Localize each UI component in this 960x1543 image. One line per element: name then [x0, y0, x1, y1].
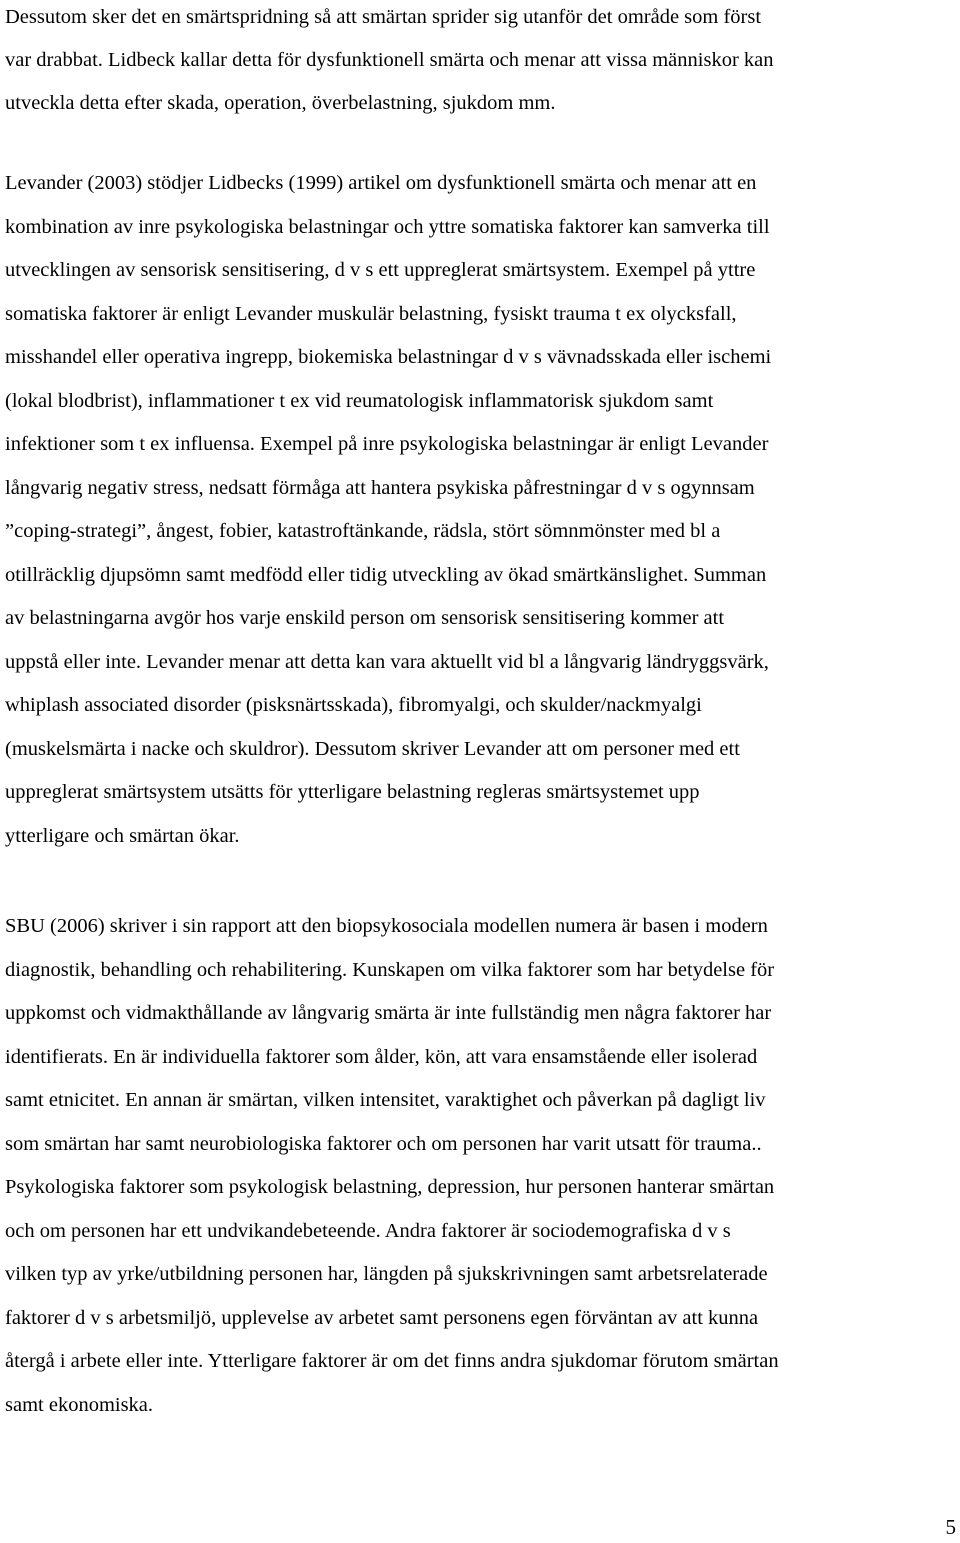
text-line: och om personen har ett undvikandebeteende. Andra faktorer är sociodemografiska d v s	[5, 1219, 731, 1242]
text-line: återgå i arbete eller inte. Ytterligare faktorer är om det finns andra sjukdomar förutom smärtan	[5, 1350, 779, 1372]
paragraph-levander	[5, 162, 960, 858]
text-line: var drabbat. Lidbeck kallar detta för dysfunktionell smärta och menar att vissa människor kan	[5, 49, 774, 71]
text-line: Levander (2003) stödjer Lidbecks (1999) artikel om dysfunktionell smärta och menar att en	[5, 172, 757, 194]
text-line: utveckla detta efter skada, operation, överbelastning, sjukdom mm.	[5, 92, 556, 114]
text-line: otillräcklig djupsömn samt medfödd eller tidig utveckling av ökad smärtkänslighet. Summan	[5, 563, 767, 586]
text-line: Dessutom sker det en smärtspridning så att smärtan sprider sig utanför det område som först	[5, 6, 762, 28]
text-line: som smärtan har samt neurobiologiska faktorer och om personen har varit utsatt för trauma..	[5, 1132, 762, 1155]
text-line: ytterligare och smärtan ökar.	[5, 824, 240, 847]
text-line: identifierats. En är individuella faktorer som ålder, kön, att vara ensamstående eller isolerad	[5, 1045, 758, 1068]
paragraph-sbu	[5, 905, 960, 1427]
text-line: vilken typ av yrke/utbildning personen har, längden på sjukskrivningen samt arbetsrelaterade	[5, 1263, 768, 1285]
page-number: 5	[945, 1515, 956, 1539]
text-line: (muskelsmärta i nacke och skuldror). Dessutom skriver Levander att om personer med ett	[5, 737, 740, 760]
text-line: SBU (2006) skriver i sin rapport att den biopsykosociala modellen numera är basen i modern	[5, 915, 768, 937]
text-line: whiplash associated disorder (pisksnärtsskada), fibromyalgi, och skulder/nackmyalgi	[5, 694, 702, 716]
text-line: misshandel eller operativa ingrepp, biokemiska belastningar d v s vävnadsskada eller ischemi	[5, 346, 772, 368]
text-line: faktorer d v s arbetsmiljö, upplevelse av arbetet samt personens egen förväntan av att kunna	[5, 1306, 759, 1329]
text-line: uppreglerat smärtsystem utsätts för ytterligare belastning regleras smärtsystemet upp	[5, 781, 700, 803]
text-line: långvarig negativ stress, nedsatt förmåga att hantera psykiska påfrestningar d v s ogynnsam	[5, 476, 755, 499]
text-line: diagnostik, behandling och rehabilitering. Kunskapen om vilka faktorer som har betydelse för	[5, 958, 775, 981]
text-line: somatiska faktorer är enligt Levander muskulär belastning, fysiskt trauma t ex olycksfall,	[5, 302, 737, 325]
text-line: kombination av inre psykologiska belastningar och yttre somatiska faktorer kan samverka till	[5, 215, 770, 238]
text-line: infektioner som t ex influensa. Exempel på inre psykologiska belastningar är enligt Levander	[5, 433, 769, 455]
text-line: (lokal blodbrist), inflammationer t ex vid reumatologisk inflammatorisk sjukdom samt	[5, 389, 714, 412]
text-line: uppstå eller inte. Levander menar att detta kan vara aktuellt vid bl a långvarig ländryggsvärk,	[5, 650, 769, 673]
text-line: Psykologiska faktorer som psykologisk belastning, depression, hur personen hanterar smärtan	[5, 1176, 775, 1198]
paragraph-pain-spreading	[5, 0, 960, 125]
text-line: samt etnicitet. En annan är smärtan, vilken intensitet, varaktighet och påverkan på dagligt liv	[5, 1089, 766, 1111]
text-line: utvecklingen av sensorisk sensitisering, d v s ett uppreglerat smärtsystem. Exempel på yttre	[5, 259, 756, 281]
text-line: av belastningarna avgör hos varje enskild person om sensorisk sensitisering kommer att	[5, 607, 725, 629]
text-line: uppkomst och vidmakthållande av långvarig smärta är inte fullständig men några faktorer har	[5, 1002, 772, 1024]
text-line: samt ekonomiska.	[5, 1393, 154, 1416]
text-line: ”coping-strategi”, ångest, fobier, katastroftänkande, rädsla, stört sömnmönster med bl a	[5, 520, 721, 542]
